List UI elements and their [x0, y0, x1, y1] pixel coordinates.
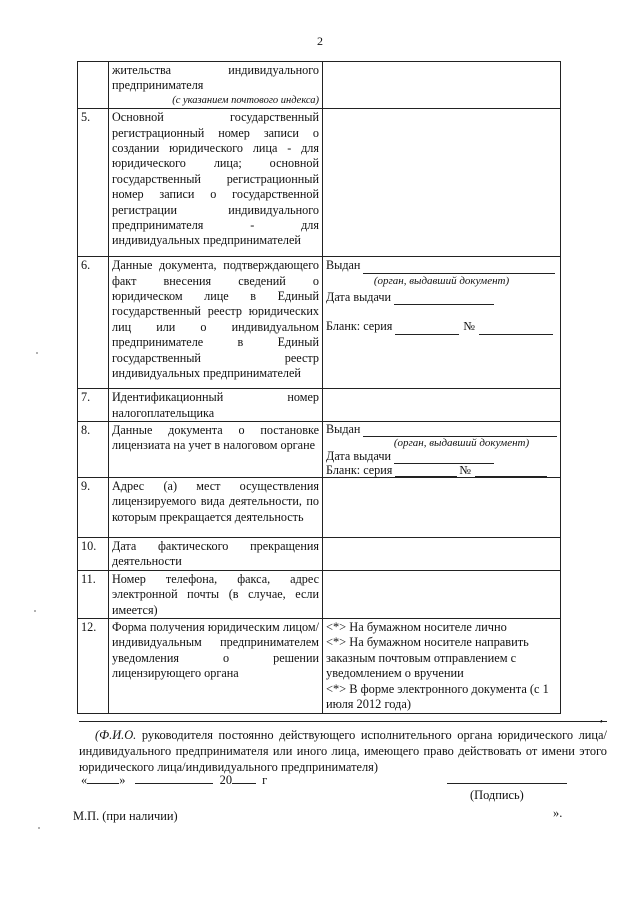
blank-series-label: Бланк: серия — [326, 462, 393, 477]
issued-line — [326, 258, 557, 273]
issued-field[interactable] — [363, 262, 555, 274]
year-suffix: г — [262, 773, 268, 787]
ogrn-value[interactable] — [323, 109, 561, 257]
blank-number-field[interactable] — [475, 465, 547, 477]
egr-document-value — [323, 257, 561, 389]
issue-date-line — [326, 450, 557, 464]
row-label — [109, 62, 323, 109]
date-line — [81, 773, 267, 788]
contact-value[interactable] — [323, 570, 561, 618]
blank-series-line — [326, 319, 557, 334]
activity-address-value[interactable] — [323, 478, 561, 538]
issue-date-label: Дата выдачи — [326, 449, 392, 464]
row-label: Основной государственный регистрационный номер записи о создании юридического лица - для юридического лица; основной государственный регистрационный номер записи о государственной регистрации индивидуального предпринимателя - для индивидуальных предпринимателей — [109, 109, 323, 257]
inn-value[interactable] — [323, 389, 561, 422]
scan-speck — [34, 610, 36, 612]
number-sign: № — [463, 319, 476, 334]
date-open-quote: « — [81, 773, 88, 787]
table-row — [78, 538, 561, 571]
fio-caption-italic: (Ф.И.О. — [95, 728, 137, 742]
blank-series-line — [326, 464, 557, 478]
row-number: 6. — [78, 257, 109, 389]
row-number: 11. — [78, 570, 109, 618]
table-row — [78, 570, 561, 618]
row-number: 8. — [78, 422, 109, 478]
issued-label: Выдан — [326, 258, 361, 273]
table-row — [78, 619, 561, 713]
blank-series-label: Бланк: серия — [326, 319, 393, 334]
number-sign: № — [459, 462, 472, 477]
year-field[interactable] — [232, 773, 256, 784]
fio-comma: , — [600, 710, 603, 724]
issue-date-field[interactable] — [394, 293, 494, 305]
termination-date-value[interactable] — [323, 538, 561, 571]
table-row — [78, 389, 561, 422]
fio-signature-line[interactable] — [79, 721, 607, 722]
blank-number-field[interactable] — [479, 323, 553, 335]
row-label: Дата фактического прекращения деятельности — [109, 538, 323, 571]
scan-speck — [36, 352, 38, 354]
row-label: Форма получения юридическим лицом/индивидуальным предпринимателем уведомления о решении лицензирующего органа — [109, 619, 323, 713]
signature-line[interactable] — [447, 783, 567, 784]
blank-series-field[interactable] — [395, 465, 457, 477]
fio-caption-text: руководителя постоянно действующего исполнительного органа юридического лица/индивидуального предпринимателя или иного лица, имеющего право действовать от имени этого юридического лица/индивидуального предпринимателя) — [79, 728, 607, 774]
issue-date-line — [326, 290, 557, 305]
delivery-method-value — [323, 619, 561, 713]
notification-form-table — [77, 61, 561, 714]
row-number: 7. — [78, 389, 109, 422]
postal-index-note: (с указанием почтового индекса) — [172, 94, 319, 106]
row-label: Номер телефона, факса, адрес электронной почты (в случае, если имеется) — [109, 570, 323, 618]
table-row — [78, 422, 561, 478]
signature-caption: (Подпись) — [470, 788, 524, 802]
row-value[interactable] — [323, 62, 561, 109]
month-field[interactable] — [135, 773, 213, 784]
day-field[interactable] — [87, 773, 119, 784]
issued-caption: (орган, выдавший документ) — [373, 274, 510, 287]
table-row — [78, 109, 561, 257]
option-paper-by-mail[interactable]: <*> На бумажном носителе направить заказным почтовым отправлением с уведомлением о вручении — [326, 635, 529, 681]
row-number: 9. — [78, 478, 109, 538]
issued-field[interactable] — [363, 425, 557, 437]
page-number: 2 — [317, 34, 323, 48]
scan-speck — [38, 827, 40, 829]
date-close-quote: » — [119, 773, 126, 787]
table-row — [78, 257, 561, 389]
issued-caption: (орган, выдавший документ) — [393, 436, 530, 449]
table-row — [78, 62, 561, 109]
row-number: 5. — [78, 109, 109, 257]
issued-label: Выдан — [326, 422, 361, 437]
row-label: Данные документа, подтверждающего факт внесения сведений о юридическом лице в Единый государственный реестр юридических лиц или о индивидуальном предпринимателе в Единый государственный реестр индивидуальных предпринимателей — [109, 257, 323, 389]
option-paper-in-person[interactable]: <*> На бумажном носителе лично — [326, 620, 507, 635]
stamp-note: М.П. (при наличии) — [73, 809, 178, 823]
row-number: 12. — [78, 619, 109, 713]
closing-quote: ». — [553, 806, 563, 820]
tax-document-value — [323, 422, 561, 478]
issue-date-label: Дата выдачи — [326, 290, 392, 305]
row-label: Идентификационный номер налогоплательщика — [109, 389, 323, 422]
table-row — [78, 478, 561, 538]
option-electronic[interactable]: <*> В форме электронного документа (с 1 июля 2012 года) — [326, 681, 549, 712]
issue-date-field[interactable] — [394, 452, 494, 464]
row-number: 10. — [78, 538, 109, 571]
row-label: Адрес (а) мест осуществления лицензируемого вида деятельности, по которым прекращается деятельность — [109, 478, 323, 538]
issued-line — [326, 423, 557, 437]
residence-label: жительства индивидуального предпринимателя — [112, 63, 319, 93]
row-label: Данные документа о постановке лицензиата на учет в налоговом органе — [109, 422, 323, 478]
fio-caption — [79, 727, 607, 775]
blank-series-field[interactable] — [395, 323, 459, 335]
row-number — [78, 62, 109, 109]
year-prefix: 20 — [219, 773, 233, 787]
